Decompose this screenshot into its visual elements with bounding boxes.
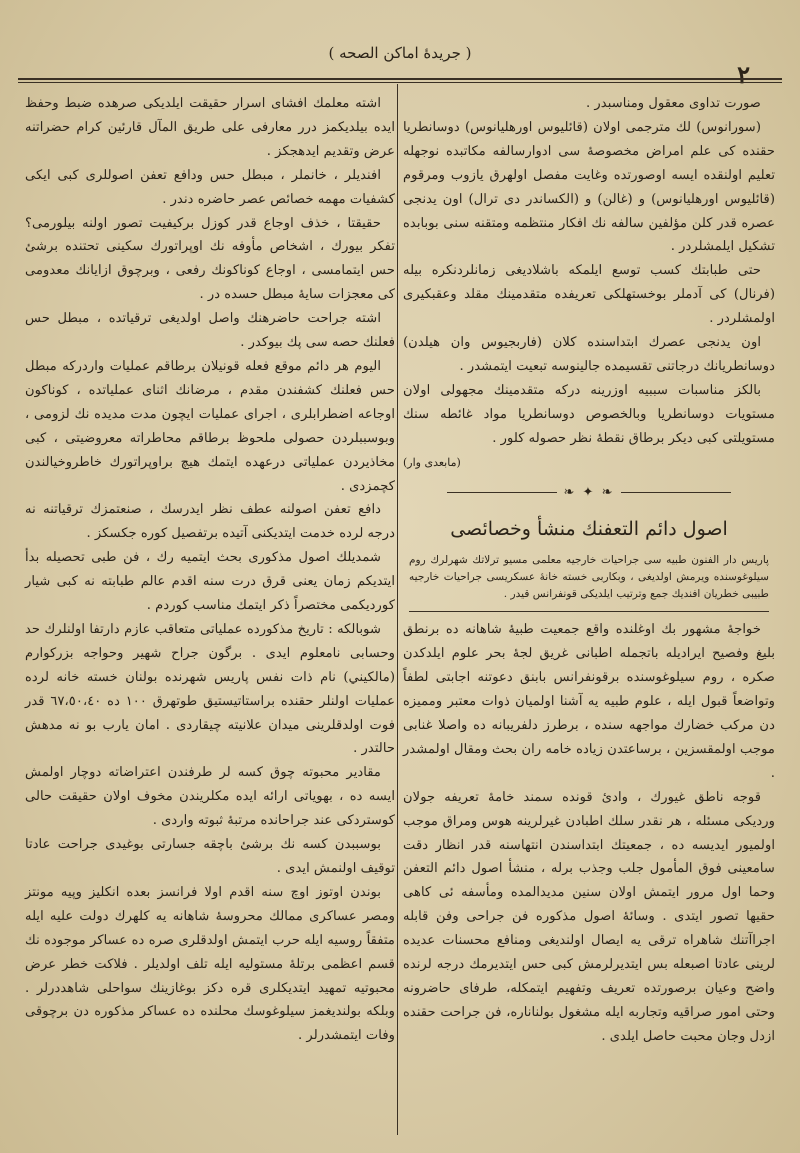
page-number: ٢ [737, 60, 750, 89]
right-column [403, 92, 775, 1153]
section-abstract: پاريس دار الفنون طبيه سى جراحيات خارجيه معلمى مسيو ترلاتك شهرلرك روم سيلوغوسنده ويرمش اولديغى ، وبكاربى خسته خانهٔ عسكريسى جراحيات خارجيه طبيبى خطريان افنديك جمع وترتيب ايلديكى قونفرانس قيدر . [409, 552, 769, 612]
article-paragraph: اشته جراحت حاضرهنك واصل اولديغى ترقياتده ، مبطل حس فعلنك حصه سى پك بيوكدر . [25, 311, 395, 351]
article-paragraph: قوجه ناطق غيورك ، وادئ قونده سمند خامهٔ تعريفه جولان ورديكى مسئله ، هر نقدر سلك اطبادن غيرلرينه هوس ومراق موجب اولميور ايديسه ده ، جمعيتك ابتداسندن انتهاسنه قدر انظار دقت سامعينى فوق المأمول جلب وجذب برله ، منشأ اصول دائم التعفن وحما اول مرور ايتمش اولان سنين مديدالمده ومأسفه ئى كاهى حقيها تصور ايتدى . وسائهٔ اصول مذكوره فن جراحى وفن قابله اجراآتنك شاهراه ترقى يه ايصال اولنديغى ومنافع محسنات عديده لرينى عادتا اصبعله بس ايتديرلرمش كبى حس ايتديرمك درجه لرنده واضح وعيان برصورتده تعريف وتفهيم ايتمكله، طرفاى حاضرونه وحتى امور صراقيه وتجاربه ايله مشغول بولناناره، فن جراحت حقنده ازدل وجان محبت حاصل ايلدى . [403, 789, 775, 1044]
article-paragraph: بوندن اوتوز اوچ سنه اقدم اولا فرانسز بعده انكليز وپيه مونتز ومصر عساكرى ممالك محروسهٔ شاهانه يه كلهرك دولت علیه ايله متفقاً روسيه ايله حرب ايتمش اولدقلرى صره ده عساكر موجوده نك قسم اعظمى برتلهٔ مستوليه ايله تلف اولديلر . فلاكت خطر عرض محبوتيه تمهيد ايتديكلرى قره دكز بوغازينك سواحلى شاهددرلر . وبلكه بولنديغمز سيلوغوسك محلنده ده عساكر مذكوره دن برچوقى وفات ايتمشدرلر . [25, 884, 395, 1044]
page-header [18, 44, 782, 88]
section-title: اصول دائم التعفنك منشأ وخصائصى [450, 518, 728, 541]
ornament-line [621, 492, 731, 493]
ornament-divider [403, 481, 775, 505]
article-paragraph: شمديلك اصول مذكورى بحث ايتميه رك ، فن طبى تحصيله بدأ ايتديكم زمان يعنى قرق درت سنه اقدم عالم طبابته نه كبى شيار كورديكمى مختصراً ذكر ايتمك مناسب كوردم . [25, 550, 395, 614]
article-paragraph: شوبالكه : تاريخ مذكورده عملياتى متعاقب عازم دارتفا اولنلرك حد وحسابى نامعلوم ايدى . برگون جراح شهير وحواجه بزركوارم (مالكيني) نام ذات نفس پاريس شهرنده بولنان خسته خانه لرده عمليات اولنلر حقنده براستاتيستيق طوتهرق ١٠٠ ده ٦٧،٥٠،٤٠ قدر فوت اولدقلرينى ميدان علانيته چيقاردى . امان يارب بو نه مدهش حالتدر . [25, 621, 395, 757]
left-column [25, 92, 395, 1153]
article-paragraph: مقادير محبوته چوق كسه لر طرفندن اعتراضاته دوچار اولمش ايسه ده ، بهوياتى ارائه ايده مكلريندن مخوف اولان حقيقت حالى كوستردكى عند جراحانده مرتبهٔ ثبوته واردى . [25, 765, 395, 829]
article-paragraph: دافع تعفن اصولنه عطف نظر ايدرسك ، صنعتمزك ترقياتنه نه درجه لرده خدمت ايتديكنى آتيده برتفصيل كوره جكسكز . [25, 502, 395, 542]
article-paragraph: صورت تداوى معقول ومناسبدر . [586, 96, 761, 111]
ornament-glyph: ❧ ✦ ❧ [563, 484, 615, 500]
header-rule [18, 78, 782, 83]
article-paragraph: بوسببدن كسه نك برشئ باچقه جسارتى بوغيدى جراحت عادتا توقيف اولنمش ايدى . [25, 837, 395, 876]
article-paragraph: (سورانوس) لك مترجمى اولان (قائليوس اورهليانوس) دوسانطريا حقنده كى علم امراض مخصوصهٔ سى ادوارسالفه مكاتبده نوجهله تعليم اولنقده ايسه اوصورتده وغايت مفصل اولهرق يازوب ومرقوم (قائليوس اورهليانوس) و (غالن) و (الكساندر دى ترال) اون يدنجى عصره قدر كلن مؤلفين سالفه نك افكار منتظمه ومتقنه سنى بوبابده تشكيل ايلمشلردر . [403, 119, 775, 255]
ornament-line [447, 492, 557, 493]
article-paragraph: خواجهٔ مشهور بك اوغلنده واقع جمعيت طبيهٔ شاهانه ده برنطق بليغ وفصيح ايراديله باتجمله اطبانى غريق لجهٔ بحر علوم ايلدكدن صكره ، روم سيلوغوسنده برقونفرانس بابنق دعوتنه اجابتى لطفاً وتواضعاً قبول ايله ، علوم طبيه يه آشنا اولميان ذوات معتبر ومميزه دن مركب خضارك مواجهه سنده ، برطرز دلفريبانه ده واصلا غنابى موجب اولمقسزين ، برساعتدن زياده خامه ران بحث ومقال اولمشدر . [403, 622, 775, 781]
article-paragraph: حقيقتا ، خذف اوجاع قدر كوزل بركيفيت تصور اولنه بيلورمى؟ تفكر بيورك ، اشخاص مأوفه نك اوپراتورك سكينى تحتنده برشئ حس ايتمامسى ، اوجاع كوناكونك رفعى ، وبرچوق ازايانك معدومى كى معجزات سايهٔ مبطل حسده در . [25, 215, 395, 303]
column-divider [397, 84, 398, 1135]
continued-note: (مابعدى وار) [403, 455, 461, 469]
masthead-title: ( جريدهٔ اماكن الصحه ) [328, 44, 472, 62]
article-paragraph: افنديلر ، خانملر ، مبطل حس ودافع تعفن اصوللرى كبى ايكى كشفيات مهمه خصائص عصر حاضره دندر . [25, 167, 395, 207]
article-paragraph: اليوم هر دائم موقع فعله قونيلان برطاقم عمليات واردركه مبطل حس فعلنك كشفندن مقدم ، مرضانك اثناى عملياتده ، كوناكون اوجاعه اضطرابلرى ، اجراى عمليات ايچون مدت مديده نك لزومى ، وبوسببلردن حصولى ملحوظ برطاقم محاطراته معروضيتى ، كبى مخاذيردن عملياتى درعهده ايتمك هيچ براوپراتورك خاطروخيالندن كچمزدى . [25, 358, 395, 494]
article-paragraph: اون يدنجى عصرك ابتداسنده كلان (فاربجيوس وان هيلدن) دوسانطريانك درجاتنى تقسيمده جالينوسه تبعيت ايتمشدر . [403, 335, 775, 374]
article-paragraph: بالكز مناسبات سببيه اوزرينه دركه متقدمينك مجهولى اولان مستويات دوسانطريا وبالخصوص دوسانطريا مواد غائطه سنك مستويلتى كبى ديكر برطاق نقطهٔ نظر حصوله كلور . [403, 382, 775, 446]
article-paragraph: اشته معلمك افشاى اسرار حقيقت ايلديكى صرهده ضبط وحفظ ايده بيلديكمز درر معارفى على طريق المآل قارئين كرام حضراتنه عرض وتقديم ايدهجكز . [25, 96, 395, 159]
article-paragraph: حتى طبابتك كسب توسع ايلمكه باشلاديغى زمانلردنكره بيله (فرنال) كى آدملر بوخستهلكى تعريفده متقدمينك مقلد وعقبكيرى اولمشلردر . [403, 263, 775, 327]
